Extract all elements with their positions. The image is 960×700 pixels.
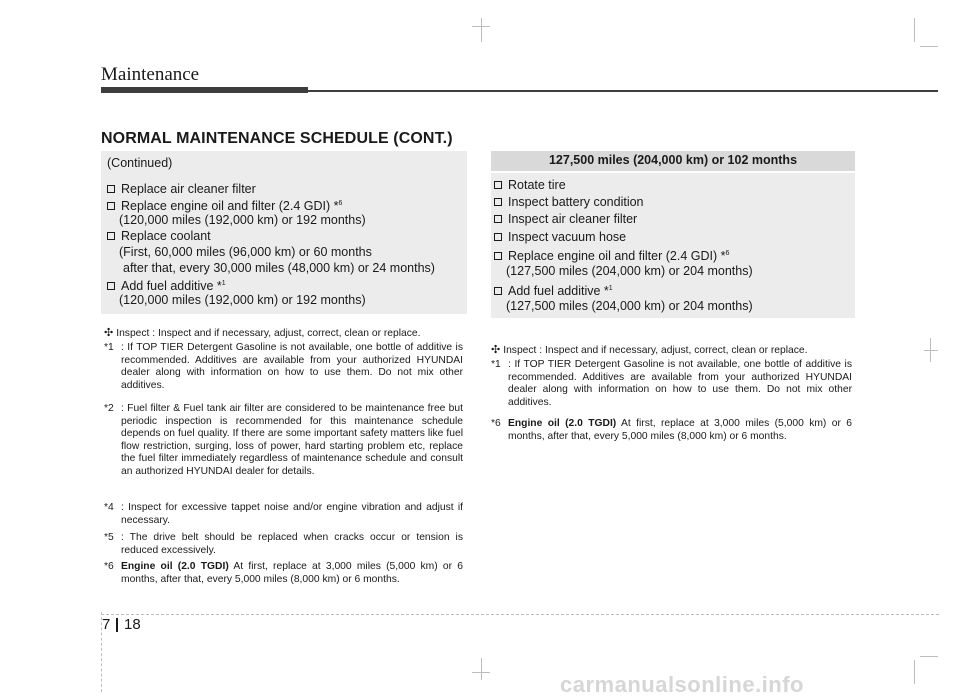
checkbox-icon	[494, 287, 502, 295]
footnote-text: : The drive belt should be replaced when cracks occur or tension is reduced excessively.	[121, 532, 463, 556]
left-item-3-detail: (First, 60,000 miles (96,000 km) or 60 months	[119, 245, 372, 259]
left-item-3	[107, 228, 211, 244]
right-item-2	[494, 194, 644, 210]
crop-mark-bottom-right-h	[920, 656, 938, 657]
left-footnote-1	[104, 342, 463, 392]
checkbox-icon	[107, 232, 115, 240]
right-item-5	[494, 246, 729, 264]
right-item-3	[494, 211, 637, 227]
checkbox-icon	[494, 233, 502, 241]
checkbox-icon	[107, 185, 115, 193]
item-label: Replace engine oil and filter (2.4 GDI) *	[121, 199, 339, 213]
crop-mark-bottom-center	[481, 658, 482, 680]
crop-mark-right-mid-h	[924, 350, 938, 351]
footnote-text: : Inspect for excessive tappet noise and/or engine vibration and adjust if necessary.	[121, 502, 463, 526]
item-label: Replace air cleaner filter	[121, 182, 256, 196]
header-rule	[308, 90, 938, 92]
footnote-ref: 6	[725, 250, 730, 257]
right-footnote-1	[491, 359, 852, 409]
page-number-divider	[116, 618, 118, 632]
section-title: Maintenance	[101, 64, 200, 85]
right-schedule-heading: 127,500 miles (204,000 km) or 102 months	[548, 153, 798, 167]
checkbox-icon	[107, 202, 115, 210]
item-label: Rotate tire	[508, 178, 566, 192]
watermark: carmanualsonline.info	[560, 672, 804, 697]
cross-symbol-icon: ✣	[491, 344, 501, 356]
checkbox-icon	[494, 198, 502, 206]
footnote-ref: 6	[338, 200, 343, 207]
right-footnote-6	[491, 418, 852, 443]
checkbox-icon	[494, 215, 502, 223]
footnote-mark: *5	[104, 532, 114, 543]
item-label: Replace engine oil and filter (2.4 GDI) *	[508, 249, 726, 263]
left-footnote-4	[104, 502, 463, 527]
note-text: Inspect : Inspect and if necessary, adjust, correct, clean or replace.	[503, 345, 808, 356]
left-inspect-note	[104, 326, 421, 339]
left-footnote-2	[104, 403, 463, 478]
footnote-mark: *1	[491, 359, 501, 370]
left-footnote-6	[104, 561, 463, 586]
crop-mark-top-center-h	[472, 26, 490, 27]
item-label: Inspect battery condition	[508, 195, 644, 209]
right-item-5-detail: (127,500 miles (204,000 km) or 204 months)	[506, 264, 753, 278]
chapter-number: 7	[102, 616, 111, 633]
right-item-4	[494, 229, 626, 245]
footnote-text: : Fuel filter & Fuel tank air filter are considered to be maintenance free but periodic inspection is recommended for this maintenance schedule depends on fuel quality. If there are some important safety matters like fuel flow restriction, surging, loss of power, hard starting problem etc, replace the fuel filter immediately regardless of maintenance schedule and consult an authorized HYUNDAI dealer for details.	[121, 403, 463, 477]
right-item-6	[494, 281, 613, 299]
footnote-text: At first, replace at 3,000 miles (5,000 km) or 6 months, after that, every 5,000 miles (8,000 km) or 6 months.	[508, 418, 852, 442]
left-item-1	[107, 181, 256, 197]
checkbox-icon	[494, 181, 502, 189]
right-item-1	[494, 177, 566, 193]
crop-mark-bottom-center-h	[472, 672, 490, 673]
item-label: Inspect vacuum hose	[508, 230, 627, 244]
footnote-text: : If TOP TIER Detergent Gasoline is not available, one bottle of additive is recommended. Additives are available from your authorized HYUNDAI dealer along with information on how to use them. Do not mix other additives.	[121, 342, 463, 391]
footnote-ref: 1	[221, 280, 226, 287]
note-text: Inspect : Inspect and if necessary, adjust, correct, clean or replace.	[116, 328, 421, 339]
footnote-bold: Engine oil (2.0 TGDI)	[508, 418, 617, 429]
left-item-3-detail-2: after that, every 30,000 miles (48,000 km) or 24 months)	[123, 261, 435, 275]
footnote-bold: Engine oil (2.0 TGDI)	[121, 561, 229, 572]
footnote-mark: *4	[104, 502, 114, 513]
page-number: 18	[124, 616, 141, 633]
right-item-6-detail: (127,500 miles (204,000 km) or 204 months)	[506, 299, 753, 313]
footnote-mark: *6	[104, 561, 114, 572]
cross-symbol-icon: ✣	[104, 327, 114, 339]
right-inspect-note	[491, 343, 808, 356]
header-bar	[101, 87, 308, 93]
left-item-2-detail: (120,000 miles (192,000 km) or 192 months)	[119, 213, 366, 227]
checkbox-icon	[107, 282, 115, 290]
footnote-ref: 1	[608, 285, 613, 292]
footnote-mark: *6	[491, 418, 501, 429]
left-footnote-5	[104, 532, 463, 557]
item-label: Add fuel additive *	[508, 284, 609, 298]
footnote-mark: *1	[104, 342, 114, 353]
crop-mark-top-right-h	[920, 46, 938, 47]
crop-mark-top-right	[914, 18, 915, 42]
checkbox-icon	[494, 252, 502, 260]
item-label: Replace coolant	[121, 229, 211, 243]
item-label: Inspect air cleaner filter	[508, 212, 638, 226]
crop-mark-top-center	[481, 18, 482, 42]
crop-mark-bottom-right	[914, 660, 915, 684]
left-item-4-detail: (120,000 miles (192,000 km) or 192 months)	[119, 293, 366, 307]
continued-label: (Continued)	[107, 156, 173, 170]
footnote-text: : If TOP TIER Detergent Gasoline is not available, one bottle of additive is recommended. Additives are available from your authorized HYUNDAI dealer along with information on how to use them. Do not mix other additives.	[508, 359, 852, 408]
item-label: Add fuel additive *	[121, 279, 222, 293]
footer-rule	[101, 614, 939, 615]
footnote-mark: *2	[104, 403, 114, 414]
page-title: NORMAL MAINTENANCE SCHEDULE (CONT.)	[101, 130, 453, 147]
footnote-text: At first, replace at 3,000 miles (5,000 km) or 6 months, after that, every 5,000 miles (8,000 km) or 6 months.	[121, 561, 464, 585]
